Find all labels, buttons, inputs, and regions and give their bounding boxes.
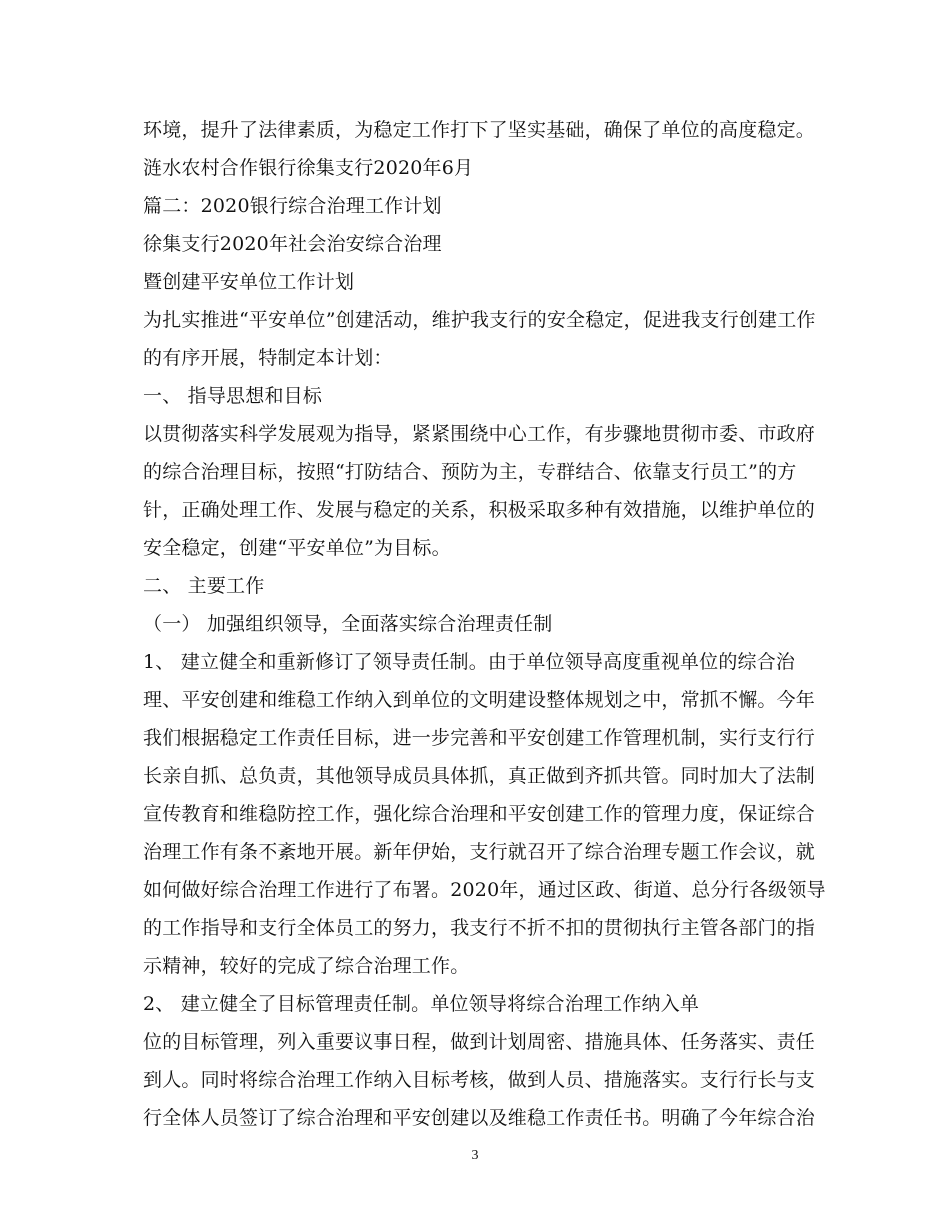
document-title-line: 暨创建平安单位工作计划 bbox=[143, 271, 355, 293]
signature-line: 涟水农村合作银行徐集支行2020年6月 bbox=[143, 157, 474, 179]
body-text-line: 行全体人员签订了综合治理和平安创建以及维稳工作责任书。明确了今年综合治 bbox=[143, 1107, 816, 1129]
section-heading: 篇二：2020银行综合治理工作计划 bbox=[143, 195, 442, 217]
body-text-line: 2、 建立健全了目标管理责任制。单位领导将综合治理工作纳入单 bbox=[143, 993, 700, 1015]
subsection-heading: （一） 加强组织领导，全面落实综合治理责任制 bbox=[143, 613, 553, 635]
section-heading: 二、 主要工作 bbox=[143, 575, 265, 597]
body-text-line: 宣传教育和维稳防控工作，强化综合治理和平安创建工作的管理力度，保证综合 bbox=[143, 803, 816, 825]
body-text-line: 的综合治理目标，按照“打防结合、预防为主，专群结合、依靠支行员工”的方 bbox=[143, 461, 797, 483]
document-title-line: 徐集支行2020年社会治安综合治理 bbox=[143, 233, 442, 255]
body-text-line: 的有序开展，特制定本计划： bbox=[143, 347, 393, 369]
body-text-line: 安全稳定，创建“平安单位”为目标。 bbox=[143, 537, 451, 559]
body-text-line: 位的目标管理，列入重要议事日程，做到计划周密、措施具体、任务落实、责任 bbox=[143, 1031, 816, 1053]
page-number: 3 bbox=[471, 1148, 479, 1163]
body-text-line: 理、平安创建和维稳工作纳入到单位的文明建设整体规划之中，常抓不懈。今年 bbox=[143, 689, 816, 711]
body-text-line: 如何做好综合治理工作进行了布署。2020年，通过区政、街道、总分行各级领导 bbox=[143, 879, 826, 901]
section-heading: 一、 指导思想和目标 bbox=[143, 385, 323, 407]
body-text-line: 示精神，较好的完成了综合治理工作。 bbox=[143, 955, 470, 977]
body-text-line: 我们根据稳定工作责任目标，进一步完善和平安创建工作管理机制，实行支行行 bbox=[143, 727, 816, 749]
body-text-line: 为扎实推进“平安单位”创建活动，维护我支行的安全稳定，促进我支行创建工作 bbox=[143, 309, 816, 331]
body-text-line: 长亲自抓、总负责，其他领导成员具体抓，真正做到齐抓共管。同时加大了法制 bbox=[143, 765, 816, 787]
body-text-line: 环境，提升了法律素质，为稳定工作打下了坚实基础，确保了单位的高度稳定。 bbox=[143, 119, 816, 141]
body-text-line: 到人。同时将综合治理工作纳入目标考核，做到人员、措施落实。支行行长与支 bbox=[143, 1069, 816, 1091]
body-text-line: 以贯彻落实科学发展观为指导，紧紧围绕中心工作，有步骤地贯彻市委、市政府 bbox=[143, 423, 816, 445]
body-text-line: 针，正确处理工作、发展与稳定的关系，积极采取多种有效措施，以维护单位的 bbox=[143, 499, 816, 521]
body-text-line: 1、 建立健全和重新修订了领导责任制。由于单位领导高度重视单位的综合治 bbox=[143, 651, 796, 673]
body-text-line: 的工作指导和支行全体员工的努力，我支行不折不扣的贯彻执行主管各部门的指 bbox=[143, 917, 816, 939]
body-text-line: 治理工作有条不紊地开展。新年伊始，支行就召开了综合治理专题工作会议，就 bbox=[143, 841, 816, 863]
